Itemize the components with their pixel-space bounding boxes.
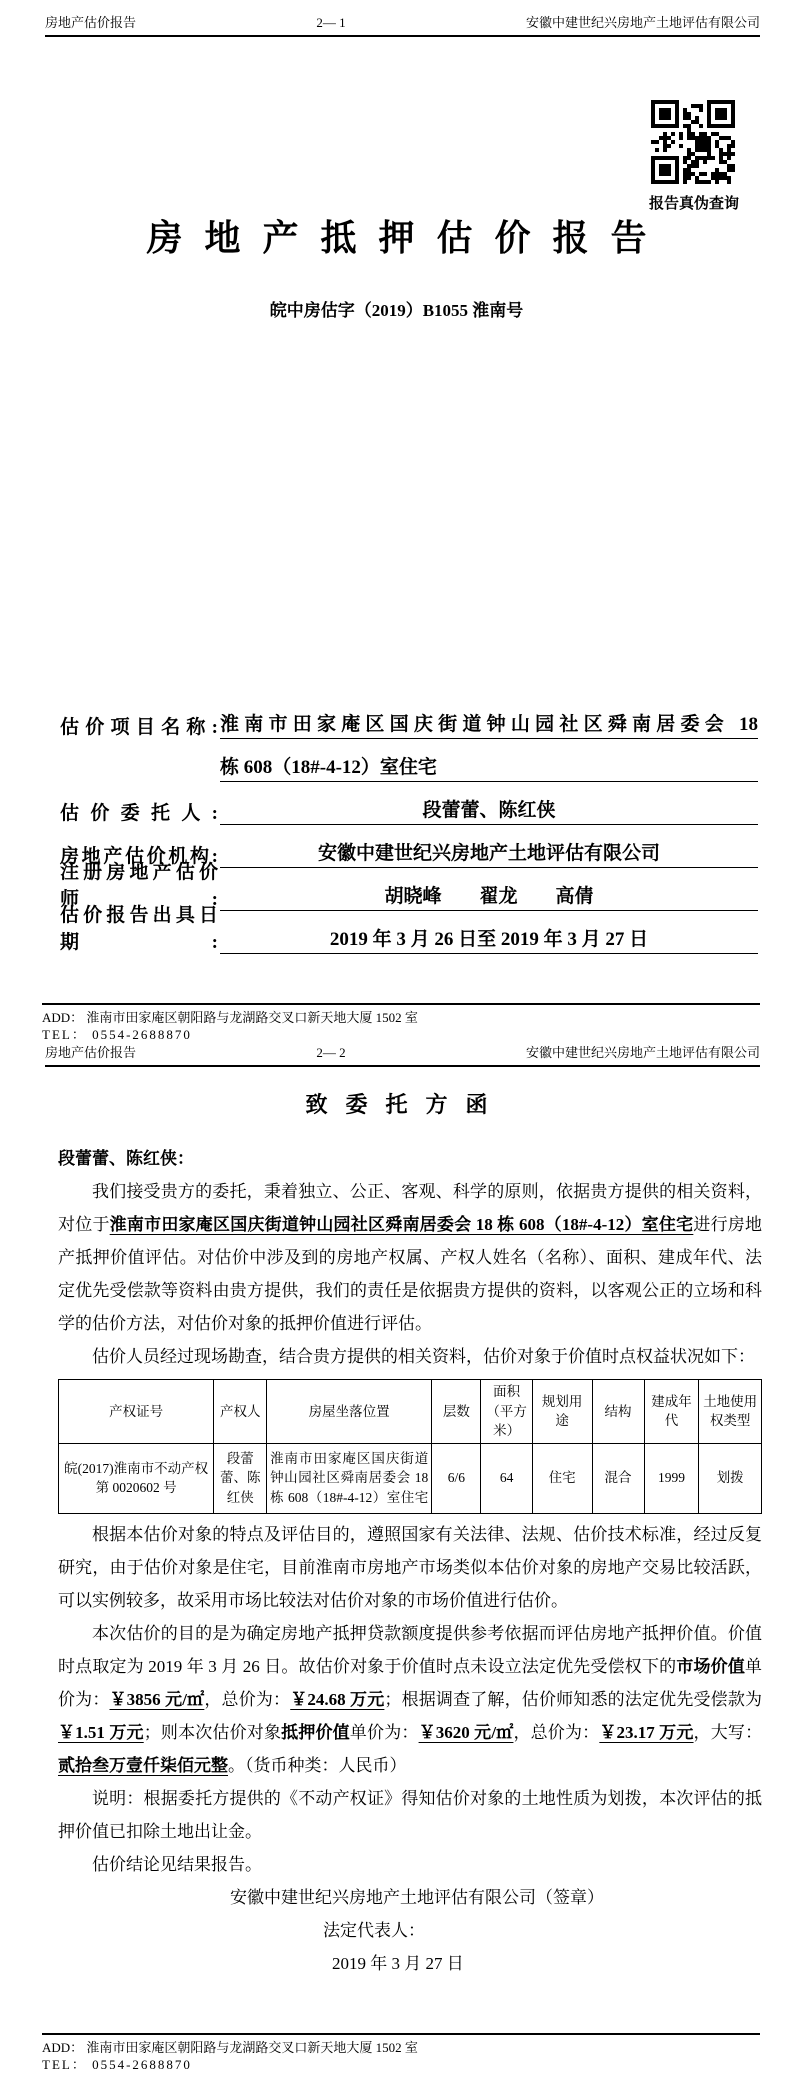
col-structure: 结构 xyxy=(592,1380,644,1444)
footer-tel: TEL： 0554-2688870 xyxy=(42,1027,192,1042)
report-date-value: 2019 年 3 月 26 日至 2019 年 3 月 27 日 xyxy=(220,924,758,954)
amount-in-words: 贰拾叁万壹仟柒佰元整 xyxy=(58,1755,228,1775)
currency-note: 。（货币种类：人民币） xyxy=(228,1755,407,1775)
header-doc-type: 房地产估价报告 xyxy=(45,1045,137,1060)
table-header-row xyxy=(59,1380,762,1444)
col-owner: 产权人 xyxy=(214,1380,267,1444)
commission-text-pre: 我们接受贵方的委托，秉着独立、公正、客观、科学的原则，依据贵方提供的相关资料，对位于 xyxy=(58,1182,762,1234)
appraisers-value: 胡晓峰 翟龙 高倩 xyxy=(220,881,758,911)
total-price-lead: ，总价为： xyxy=(204,1689,291,1709)
cell-owner: 段蕾蕾、陈红侠 xyxy=(214,1443,267,1513)
col-year-built: 建成年代 xyxy=(644,1380,699,1444)
header-company-name: 安徽中建世纪兴房地产土地评估有限公司 xyxy=(525,15,760,30)
mortgage-total-price-lead: ，总价为： xyxy=(513,1722,600,1742)
qr-code-icon xyxy=(649,100,737,184)
header-page-number: 2— 2 xyxy=(316,1045,346,1060)
cell-location: 淮南市田家庵区国庆街道钟山园社区舜南居委会 18 栋 608（18#-4-12）室住宅 xyxy=(267,1443,432,1513)
form-row-project xyxy=(60,696,758,739)
form-row-report-date xyxy=(60,905,758,954)
client-label: 估价委托人: xyxy=(60,803,218,824)
mortgage-unit-price: ￥3620 元/㎡ xyxy=(418,1722,514,1742)
mortgage-value-label: 抵押价值 xyxy=(281,1722,350,1742)
page-2 xyxy=(0,1030,793,2086)
report-title: 房地产抵押估价报告 xyxy=(146,218,669,258)
cell-land-use-type: 划拨 xyxy=(699,1443,762,1513)
cell-year-built: 1999 xyxy=(644,1443,699,1513)
page2-header xyxy=(45,1042,760,1067)
page2-footer xyxy=(42,2033,760,2073)
cover-form xyxy=(60,696,758,954)
project-name-value-line2: 栋 608（18#-4-12）室住宅 xyxy=(220,752,758,782)
header-page-number: 2— 1 xyxy=(316,15,346,30)
report-number: 皖中房估字（2019）B1055 淮南号 xyxy=(269,301,524,320)
paragraph-method: 根据本估价对象的特点及评估目的，遵照国家有关法律、法规、估价技术标准，经过反复研究，由于估价对象是住宅，目前淮南市房地产市场类似本估价对象的房地产交易比较活跃，可以实例较多，故采用市场比较法对估价对象的市场价值进行估价。 xyxy=(58,1524,762,1610)
prior-claims-amount: ￥1.51 万元 xyxy=(58,1722,144,1742)
paragraph-commission xyxy=(58,1175,762,1340)
client-value: 段蕾蕾、陈红侠 xyxy=(220,795,758,825)
market-value-label: 市场价值 xyxy=(676,1656,746,1676)
valuation-purpose-text: 本次估价的目的是为确定房地产抵押贷款额度提供参考依据而评估房地产抵押价值。价值时点取定为 2019 年 3 月 26 日。故估价对象于价值时点未设立法定优先受偿权下的 xyxy=(58,1623,762,1676)
paragraph-valuation xyxy=(58,1617,762,1782)
cell-cert-no: 皖(2017)淮南市不动产权第 0020602 号 xyxy=(59,1443,214,1513)
unit-price-lead: 单价为： xyxy=(58,1656,763,1709)
header-company-name: 安徽中建世纪兴房地产土地评估有限公司 xyxy=(525,1045,760,1060)
mortgage-total-price: ￥23.17 万元 xyxy=(599,1722,694,1742)
project-name-value-line1: 淮南市田家庵区国庆街道钟山园社区舜南居委会 18 xyxy=(220,709,758,739)
mortgage-unit-price-lead: 单价为： xyxy=(349,1722,419,1742)
cell-area: 64 xyxy=(481,1443,532,1513)
property-rights-table xyxy=(58,1379,762,1514)
letter-title: 致委托方函 xyxy=(305,1092,506,1117)
col-land-use-type: 土地使用权类型 xyxy=(699,1380,762,1444)
agency-value: 安徽中建世纪兴房地产土地评估有限公司 xyxy=(220,838,758,868)
commission-text-post: 进行房地产抵押价值评估。对估价中涉及到的房地产权属、产权人姓名（名称）、面积、建成年代、法定优先受偿款等资料由贵方提供，我们的责任是依据贵方提供的资料，以客观公正的立场和科学的估价方法，对估价对象的抵押价值进行评估。 xyxy=(58,1215,763,1333)
col-planned-use: 规划用途 xyxy=(532,1380,592,1444)
mortgage-lead: ；则本次估价对象 xyxy=(143,1722,282,1742)
footer-address: ADD： 淮南市田家庵区朝阳路与龙湖路交叉口新天地大厦 1502 室 xyxy=(42,2040,418,2055)
subject-property-address: 淮南市田家庵区国庆街道钟山园社区舜南居委会 18 栋 608（18#-4-12）室住宅 xyxy=(109,1215,694,1234)
header-doc-type: 房地产估价报告 xyxy=(45,15,137,30)
signature-legal-rep: 法定代表人： xyxy=(323,1920,425,1940)
col-area: 面积（平方米） xyxy=(481,1380,532,1444)
project-name-label: 估价项目名称: xyxy=(60,717,218,738)
qr-block xyxy=(649,100,740,213)
report-date-label: 估价报告出具日期: xyxy=(60,905,218,953)
appraisers-label: 注册房地产估价师: xyxy=(60,862,218,910)
paragraph-note: 说明：根据委托方提供的《不动产权证》得知估价对象的土地性质为划拨，本次评估的抵押价值已扣除土地出让金。 xyxy=(58,1788,762,1841)
table-row xyxy=(59,1443,762,1513)
amount-words-lead: ，大写： xyxy=(693,1722,763,1742)
col-floor: 层数 xyxy=(432,1380,481,1444)
paragraph-survey: 估价人员经过现场勘查，结合贵方提供的相关资料，估价对象于价值时点权益状况如下： xyxy=(92,1347,755,1366)
paragraph-conclusion: 估价结论见结果报告。 xyxy=(92,1854,262,1874)
page1-header xyxy=(45,12,760,37)
col-cert-no: 产权证号 xyxy=(59,1380,214,1444)
signature-company: 安徽中建世纪兴房地产土地评估有限公司（签章） xyxy=(230,1887,604,1907)
agency-label: 房地产估价机构: xyxy=(60,846,218,867)
market-total-price: ￥24.68 万元 xyxy=(290,1689,385,1709)
qr-caption: 报告真伪查询 xyxy=(649,196,740,212)
prior-claims-lead: ；根据调查了解，估价师知悉的法定优先受偿款为 xyxy=(384,1689,763,1709)
footer-tel: TEL： 0554-2688870 xyxy=(42,2057,192,2072)
col-location: 房屋坐落位置 xyxy=(267,1380,432,1444)
market-unit-price: ￥3856 元/㎡ xyxy=(109,1689,205,1709)
cell-structure: 混合 xyxy=(592,1443,644,1513)
signature-date: 2019 年 3 月 27 日 xyxy=(332,1953,464,1973)
salutation: 段蕾蕾、陈红侠： xyxy=(58,1149,194,1168)
letter-body xyxy=(58,1142,762,1980)
cell-planned-use: 住宅 xyxy=(532,1443,592,1513)
form-row-client xyxy=(60,782,758,825)
page-1 xyxy=(0,0,793,1042)
footer-address: ADD： 淮南市田家庵区朝阳路与龙湖路交叉口新天地大厦 1502 室 xyxy=(42,1010,418,1025)
form-row-project-cont xyxy=(60,739,758,782)
cell-floor: 6/6 xyxy=(432,1443,481,1513)
